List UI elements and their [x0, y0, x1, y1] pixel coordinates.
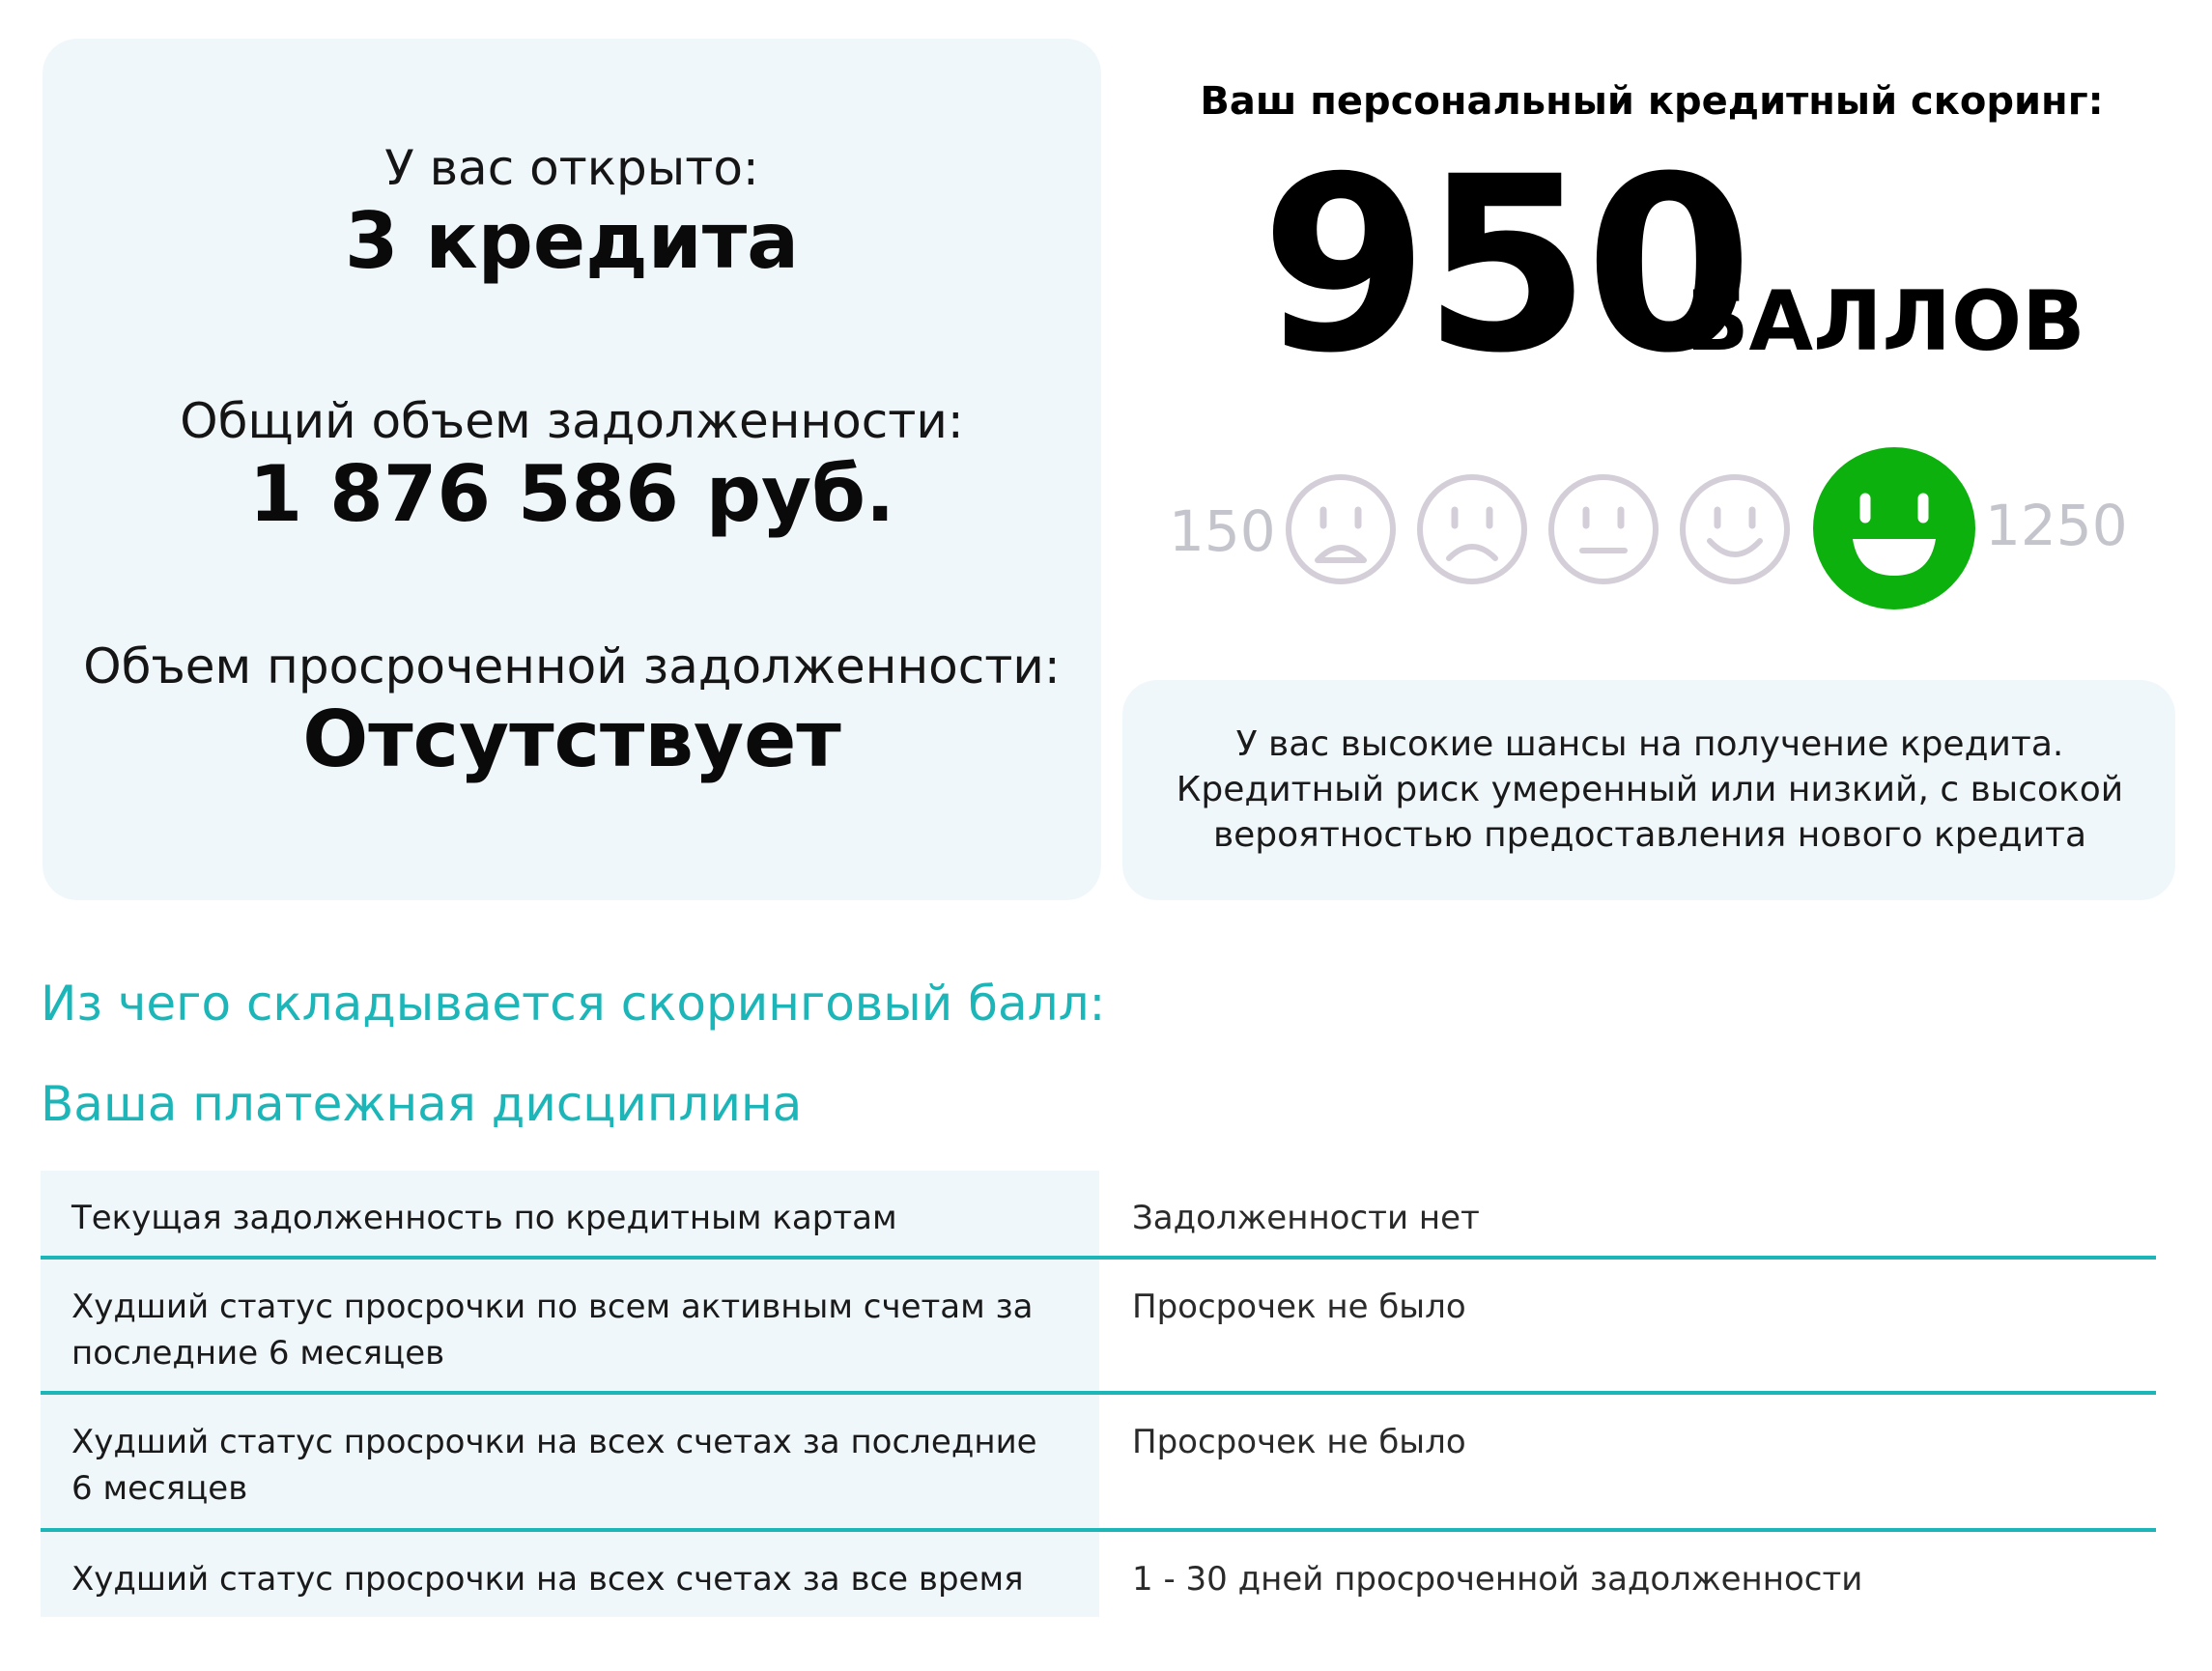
summary-card	[43, 39, 1101, 900]
overdue-debt-label: Объем просроченной задолженности:	[83, 638, 1061, 694]
score-value: 950	[1261, 125, 1747, 406]
row-label: Худший статус просрочки на всех счетах за последние 6 месяцев	[41, 1395, 1099, 1528]
sad-face-icon	[1416, 473, 1528, 585]
payment-discipline-table	[41, 1171, 2156, 1617]
row-value: Просрочек не было	[1132, 1423, 1466, 1461]
overdue-debt-value: Отсутствует	[302, 694, 841, 784]
table-row	[41, 1532, 2156, 1617]
row-label: Худший статус просрочки по всем активным счетам за последние 6 месяцев	[41, 1260, 1099, 1391]
total-debt-label: Общий объем задолженности:	[180, 393, 964, 449]
score-title: Ваш персональный кредитный скоринг:	[1200, 79, 2104, 124]
score-description: У вас высокие шансы на получение кредита. Кредитный риск умеренный или низкий, с высокой вероятностью предоставления нового кредита	[1176, 724, 2124, 855]
row-value: 1 - 30 дней просроченной задолженности	[1132, 1560, 1863, 1599]
table-row	[41, 1395, 2156, 1532]
row-value: Задолженности нет	[1132, 1199, 1480, 1237]
score-unit: БАЛЛОВ	[1686, 273, 2085, 370]
open-credits-value: 3 кредита	[344, 196, 800, 286]
scale-max-label: 1250	[1985, 493, 2128, 558]
row-label: Худший статус просрочки на всех счетах за все время	[41, 1532, 1099, 1617]
smile-face-icon	[1679, 473, 1791, 585]
very-sad-face-icon	[1285, 473, 1397, 585]
total-debt-block	[43, 392, 1101, 539]
open-credits-block	[43, 139, 1101, 286]
table-row	[41, 1171, 2156, 1260]
total-debt-value: 1 876 586 руб.	[248, 449, 895, 539]
row-value: Просрочек не было	[1132, 1288, 1466, 1326]
open-credits-label: У вас открыто:	[384, 140, 759, 196]
row-label: Текущая задолженность по кредитным картам	[41, 1171, 1099, 1256]
section-subtitle: Ваша платежная дисциплина	[41, 1076, 803, 1132]
neutral-face-icon	[1547, 473, 1659, 585]
section-title: Из чего складывается скоринговый балл:	[41, 976, 1106, 1032]
overdue-debt-block	[43, 637, 1101, 784]
happy-face-icon	[1812, 446, 1976, 610]
scale-min-label: 150	[1169, 498, 1276, 564]
table-row	[41, 1260, 2156, 1395]
